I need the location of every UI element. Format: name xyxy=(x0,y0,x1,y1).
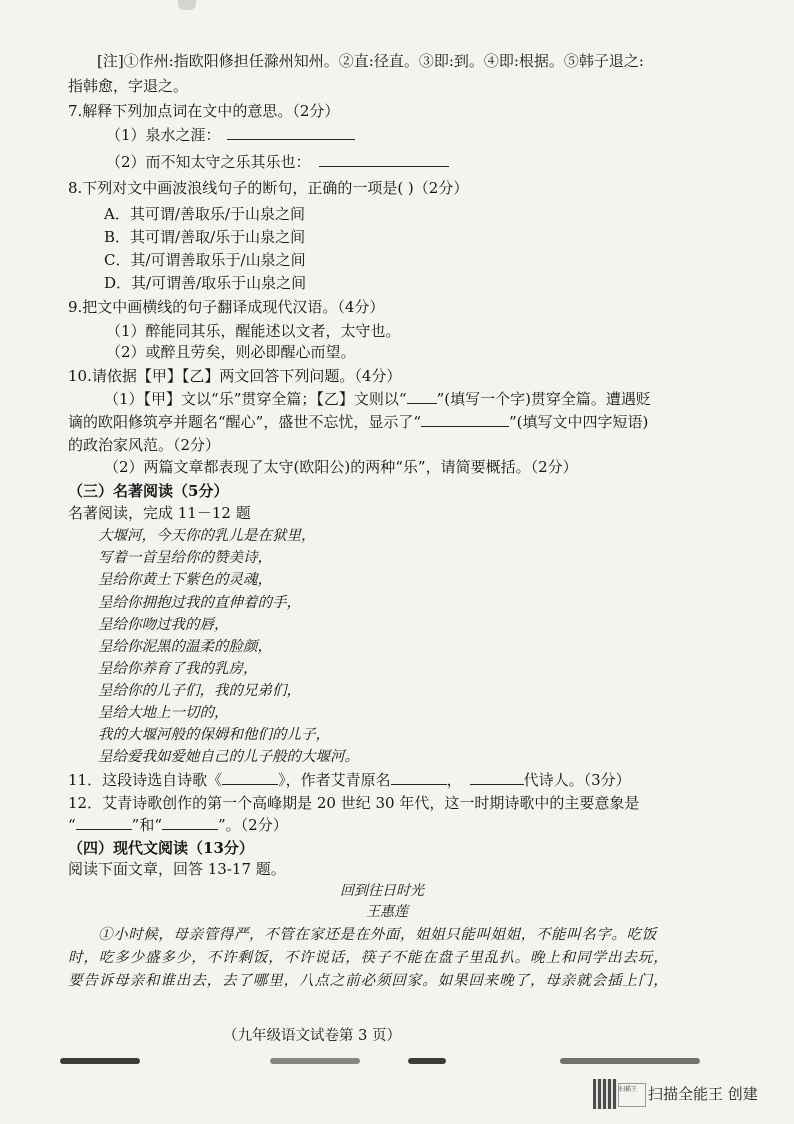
poem-line: 呈给大地上一切的， xyxy=(98,705,229,721)
answer-blank[interactable] xyxy=(421,412,509,427)
question-9-1: （1）醉能同其乐，醒能述以文者，太守也。 xyxy=(106,322,401,340)
option-c: C．其/可谓善取乐于/山泉之间 xyxy=(104,251,306,269)
page-footer: （九年级语文试卷第 3 页） xyxy=(223,1028,401,1044)
article-paragraph-line: 时，吃多少盛多少，不许剩饭，不许说话，筷子不能在盘子里乱扒。晚上和同学出去玩， xyxy=(68,950,669,966)
article-paragraph-line: ①小时候，母亲管得严，不管在家还是在外面，姐姐只能叫姐姐，不能叫名字。吃饭 xyxy=(98,927,657,943)
scan-smudge xyxy=(270,1058,360,1064)
scanner-logo-icon: 扫描王 xyxy=(618,1083,646,1107)
question-9-2: （2）或醉且劳矣，则必即醒心而望。 xyxy=(106,343,356,361)
poem-line: 我的大堰河般的保姆和他们的儿子， xyxy=(98,727,330,743)
poem-line: 呈给你的儿子们，我的兄弟们， xyxy=(98,683,301,699)
poem-line: 呈给你黄土下紫色的灵魂， xyxy=(98,572,272,588)
scanner-watermark: 扫描全能王 创建 xyxy=(648,1085,758,1103)
question-8: 8.下列对文中画波浪线句子的断句，正确的一项是( )（2分） xyxy=(68,179,469,197)
question-10-2: （2）两篇文章都表现了太守(欧阳公)的两种“乐”，请简要概括。（2分） xyxy=(104,458,578,476)
poem-line: 呈给爱我如爱她自己的儿子般的大堰河。 xyxy=(98,749,359,765)
poem-line: 呈给你吻过我的唇， xyxy=(98,617,229,633)
question-10-1-cont: 谪的欧阳修筑亭并题名“醒心”，盛世不忘忧，显示了“ ”(填写文中四字短语) xyxy=(68,413,649,431)
scan-smudge xyxy=(408,1058,446,1064)
option-a: A．其可谓/善取乐/于山泉之间 xyxy=(104,205,305,223)
option-b: B．其可谓/善取/乐于山泉之间 xyxy=(104,228,306,246)
poem-line: 呈给你泥黑的温柔的脸颜， xyxy=(98,639,272,655)
question-11: 11．这段诗选自诗歌《 》，作者艾青原名 ， 代诗人。（3分） xyxy=(68,771,631,789)
question-10: 10.请依据【甲】【乙】两文回答下列问题。（4分） xyxy=(68,367,402,385)
poem-line: 呈给你拥抱过我的直伸着的手， xyxy=(98,595,301,611)
answer-blank[interactable] xyxy=(407,389,437,404)
answer-blank[interactable] xyxy=(162,815,218,830)
section-3-heading: （三）名著阅读（5分） xyxy=(68,482,229,500)
answer-blank[interactable] xyxy=(319,152,449,167)
qr-code-icon xyxy=(593,1079,617,1109)
scan-smudge xyxy=(560,1058,700,1064)
article-paragraph-line: 要告诉母亲和谁出去，去了哪里，八点之前必须回家。如果回来晚了，母亲就会插上门， xyxy=(68,973,669,989)
poem-line: 写着一首呈给你的赞美诗， xyxy=(98,550,272,566)
question-12-cont: “ ”和“ ”。（2分） xyxy=(68,816,288,834)
question-7: 7.解释下列加点词在文中的意思。（2分） xyxy=(68,102,340,120)
question-10-1-end: 的政治家风范。（2分） xyxy=(68,436,221,454)
scan-smudge xyxy=(60,1058,140,1064)
section-4-intro: 阅读下面文章，回答 13-17 题。 xyxy=(68,860,286,878)
scan-mark xyxy=(178,0,196,10)
poem-line: 大堰河，今天你的乳儿是在狱里， xyxy=(98,528,316,544)
question-7-1: （1）泉水之涯： xyxy=(106,125,355,145)
question-9: 9.把文中画横线的句子翻译成现代汉语。（4分） xyxy=(68,298,385,316)
section-3-intro: 名著阅读，完成 11－12 题 xyxy=(68,504,251,522)
question-10-1: （1）【甲】文以“乐”贯穿全篇；【乙】文则以“ ”(填写一个字)贯穿全篇。遭遇贬 xyxy=(104,390,651,408)
section-4-heading: （四）现代文阅读（13分） xyxy=(68,839,254,857)
note-line-2: 指韩愈，字退之。 xyxy=(68,77,189,95)
answer-blank[interactable] xyxy=(227,125,355,140)
question-7-2: （2）而不知太守之乐其乐也： xyxy=(106,152,449,172)
article-title: 回到往日时光 xyxy=(340,883,424,899)
answer-blank[interactable] xyxy=(391,770,447,785)
answer-blank[interactable] xyxy=(470,770,524,785)
answer-blank[interactable] xyxy=(76,815,132,830)
option-d: D．其/可谓善/取乐于山泉之间 xyxy=(104,274,307,292)
answer-blank[interactable] xyxy=(222,770,278,785)
poem-line: 呈给你养育了我的乳房， xyxy=(98,661,258,677)
question-12: 12．艾青诗歌创作的第一个高峰期是 20 世纪 30 年代，这一时期诗歌中的主要意象是 xyxy=(68,794,640,812)
article-author: 王惠莲 xyxy=(366,904,408,920)
note-line-1: [注]①作州:指欧阳修担任滁州知州。②直:径直。③即:到。④即:根据。⑤韩子退之: xyxy=(97,52,644,70)
